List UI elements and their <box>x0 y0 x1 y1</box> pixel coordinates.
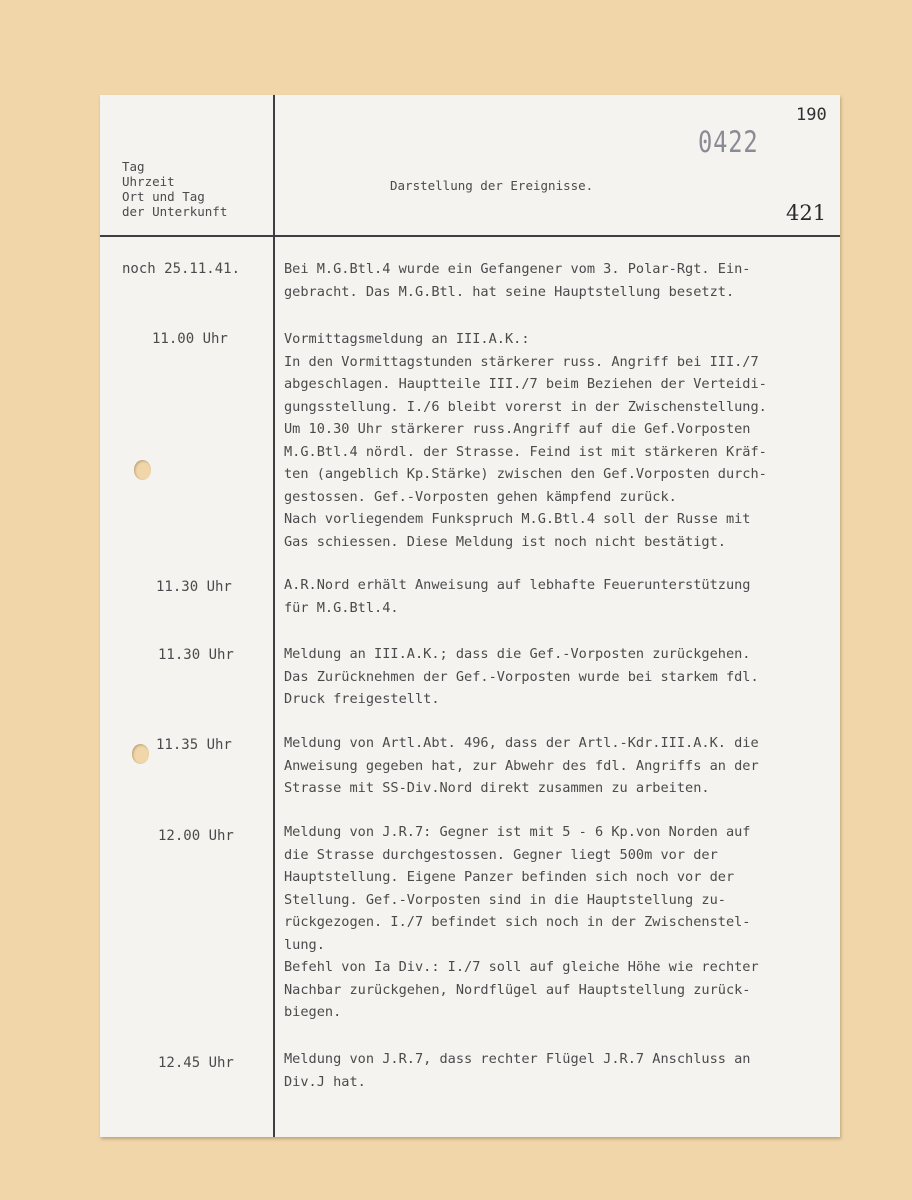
entry-line: für M.G.Btl.4. <box>284 599 399 616</box>
entry-line: In den Vormittagstunden stärkerer russ. Angriff bei III./7 <box>284 353 759 370</box>
entry-line: Befehl von Ia Div.: I./7 soll auf gleiche Höhe wie rechter <box>284 959 759 975</box>
document-page <box>100 95 840 1137</box>
entry-line: Das Zurücknehmen der Gef.-Vorposten wurde bei starkem fdl. <box>284 668 759 685</box>
entry-time: 12.00 Uhr <box>158 828 234 844</box>
entry-line: Div.J hat. <box>284 1073 366 1090</box>
entry-line: lung. <box>284 936 325 953</box>
stamp-number: 0422 <box>698 125 759 159</box>
entry-line: Druck freigestellt. <box>284 691 440 707</box>
entry-line: Bei M.G.Btl.4 wurde ein Gefangener vom 3. Polar-Rgt. Ein- <box>284 261 751 277</box>
entry-line: M.G.Btl.4 nördl. der Strasse. Feind ist mit stärkeren Kräf- <box>284 443 767 460</box>
entry-text <box>284 821 839 1024</box>
header-divider-line <box>100 235 840 237</box>
entry-line: Nachbar zurückgehen, Nordflügel auf Hauptstellung zurück- <box>284 981 751 998</box>
page-number-bottom: 421 <box>786 201 827 225</box>
entry-line: Meldung von J.R.7: Gegner ist mit 5 - 6 Kp.von Norden auf <box>284 824 751 840</box>
entry-line: abgeschlagen. Hauptteile III./7 beim Beziehen der Verteidi- <box>284 376 767 392</box>
entry-text <box>284 258 839 303</box>
entry-line: rückgezogen. I./7 befindet sich noch in der Zwischenstel- <box>284 914 751 930</box>
entry-line: ten (angeblich Kp.Stärke) zwischen den Gef.Vorposten durch- <box>284 466 767 482</box>
entry-text <box>284 643 839 711</box>
header-title: Darstellung der Ereignisse. <box>390 178 594 193</box>
entry-line: Strasse mit SS-Div.Nord direkt zusammen zu arbeiten. <box>284 780 710 796</box>
header-label-unterkunft: der Unterkunft <box>122 204 228 219</box>
entry-time: 11.35 Uhr <box>156 737 232 753</box>
entry-line: Meldung von J.R.7, dass rechter Flügel J.R.7 Anschluss an <box>284 1051 751 1067</box>
header-label-uhrzeit: Uhrzeit <box>122 174 175 189</box>
header-label-tag: Tag <box>122 159 145 174</box>
punch-hole <box>134 460 151 480</box>
entry-line: A.R.Nord erhält Anweisung auf lebhafte Feuerunterstützung <box>284 577 751 593</box>
entry-line: Um 10.30 Uhr stärkerer russ.Angriff auf die Gef.Vorposten <box>284 421 751 437</box>
entry-line: gungsstellung. I./6 bleibt vorerst in der Zwischenstellung. <box>284 398 767 415</box>
page-number-top: 190 <box>796 105 827 125</box>
entry-text <box>284 574 839 619</box>
entry-time: 11.30 Uhr <box>156 579 232 595</box>
entry-line: Anweisung gegeben hat, zur Abwehr des fdl. Angriffs an der <box>284 757 759 774</box>
entry-line: die Strasse durchgestossen. Gegner liegt 500m vor der <box>284 846 718 863</box>
entry-line: Meldung von Artl.Abt. 496, dass der Artl.-Kdr.III.A.K. die <box>284 735 759 751</box>
entry-text <box>284 732 839 800</box>
column-divider-line <box>273 95 275 1137</box>
entry-line: Gas schiessen. Diese Meldung ist noch nicht bestätigt. <box>284 533 726 550</box>
entry-text <box>284 1048 839 1093</box>
entry-line: biegen. <box>284 1004 342 1020</box>
header-left-labels <box>122 159 227 219</box>
entry-time: noch 25.11.41. <box>122 261 241 277</box>
entry-line: Nach vorliegendem Funkspruch M.G.Btl.4 soll der Russe mit <box>284 511 751 527</box>
entry-text <box>284 328 839 553</box>
entry-line: Meldung an III.A.K.; dass die Gef.-Vorposten zurückgehen. <box>284 646 751 662</box>
entry-time: 11.30 Uhr <box>158 647 234 663</box>
entry-line: Stellung. Gef.-Vorposten sind in die Hauptstellung zu- <box>284 891 726 908</box>
entry-line: gebracht. Das M.G.Btl. hat seine Hauptstellung besetzt. <box>284 283 735 300</box>
entry-line: gestossen. Gef.-Vorposten gehen kämpfend zurück. <box>284 488 677 505</box>
entry-line: Vormittagsmeldung an III.A.K.: <box>284 331 530 347</box>
entry-line: Hauptstellung. Eigene Panzer befinden sich noch vor der <box>284 869 735 885</box>
header-label-ort-und-tag: Ort und Tag <box>122 189 205 204</box>
punch-hole <box>132 744 149 764</box>
entry-time: 11.00 Uhr <box>152 331 228 347</box>
entry-time: 12.45 Uhr <box>158 1055 234 1071</box>
